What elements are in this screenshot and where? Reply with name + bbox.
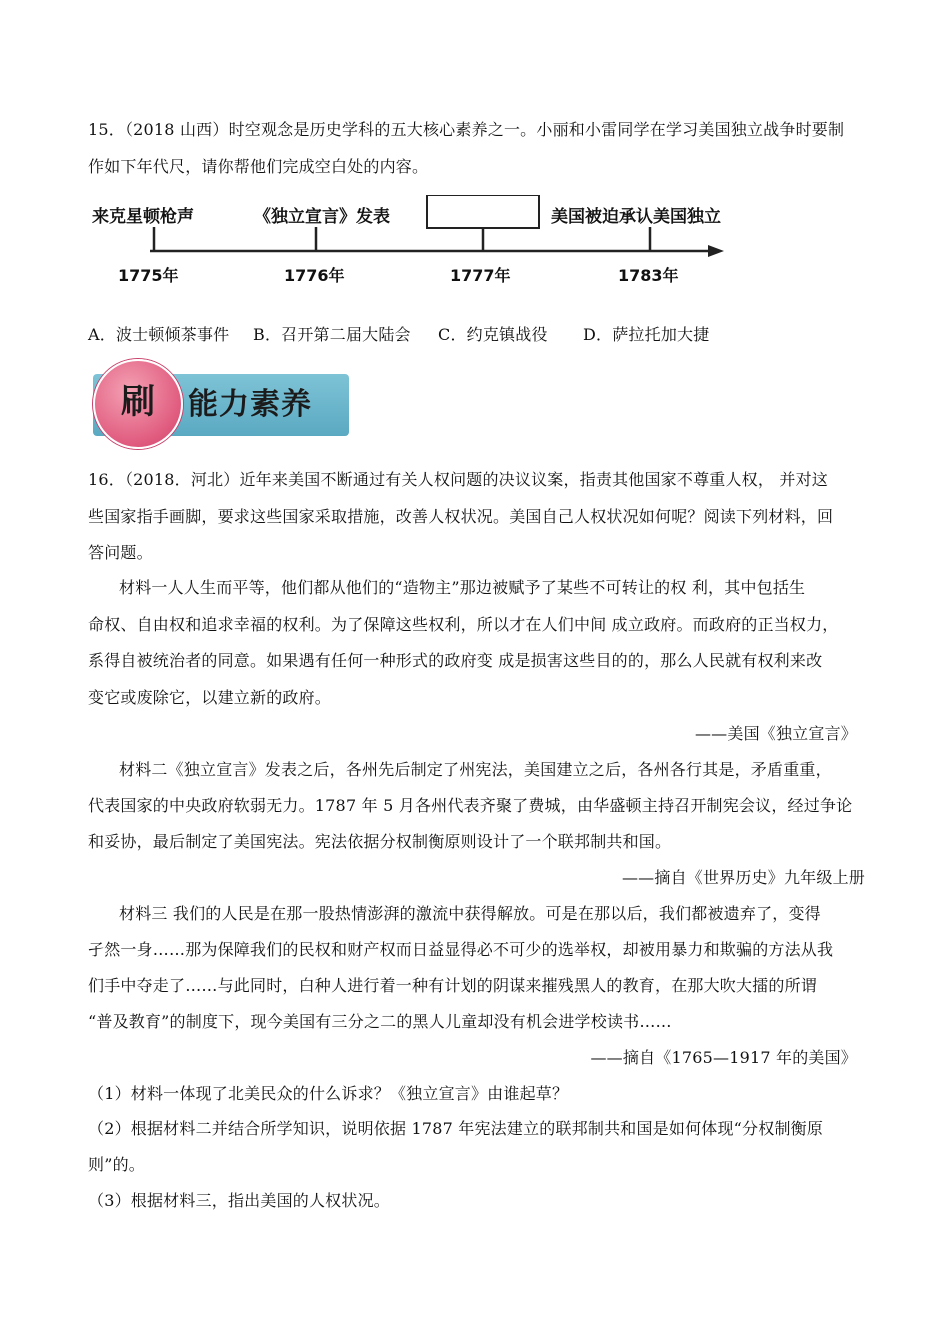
material-1-line-1: 材料一人人生而平等，他们都从他们的“造物主”那边被赋予了某些不可转让的权 利，其中包括生 (119, 578, 806, 597)
option-b: B．召开第二届大陆会 (253, 325, 411, 344)
option-d: D．萨拉托加大捷 (583, 325, 710, 344)
material-1-line-4: 变它或废除它，以建立新的政府。 (88, 688, 332, 707)
banner-title: 能力素养 (188, 387, 312, 422)
banner-badge-char: 刷 (121, 382, 155, 422)
timeline-event-1776: 《独立宣言》发表 (254, 207, 390, 227)
q15-stem-line-1: 15．（2018 山西）时空观念是历史学科的五大核心素养之一。小丽和小雷同学在学习美国独立战争时要制 (88, 120, 845, 139)
material-1-line-2: 命权、自由权和追求幸福的权利。为了保障这些权利，所以才在人们中间 成立政府。而政府的正当权力， (88, 615, 839, 634)
material-3-line-4: “普及教育”的制度下，现今美国有三分之二的黑人儿童却没有机会进学校读书…… (88, 1012, 672, 1031)
material-3-line-3: 们手中夺走了……与此同时，白种人进行着一种有计划的阴谋来摧残黑人的教育，在那大吹大擂的所谓 (88, 976, 818, 995)
q15-stem-line-2: 作如下年代尺，请你帮他们完成空白处的内容。 (88, 157, 429, 176)
timeline-blank-box (427, 195, 539, 228)
material-2-line-1: 材料二《独立宣言》发表之后，各州先后制定了州宪法，美国建立之后，各州各行其是，矛盾重重， (119, 760, 832, 779)
timeline-year-1777: 1777年 (450, 266, 511, 285)
material-2-line-3: 和妥协，最后制定了美国宪法。宪法依据分权制衡原则设计了一个联邦制共和国。 (88, 832, 672, 851)
sub-question-2-line-2: 则”的。 (88, 1155, 145, 1174)
timeline-year-1775: 1775年 (118, 266, 179, 285)
option-c: C．约克镇战役 (438, 325, 548, 344)
sub-question-2-line-1: （2）根据材料二并结合所学知识，说明依据 1787 年宪法建立的联邦制共和国是如何体现“分权制衡原 (88, 1119, 824, 1138)
timeline (88, 195, 748, 295)
material-3-line-1: 材料三 我们的人民是在那一股热情澎湃的激流中获得解放。可是在那以后，我们都被遗弃了，变得 (119, 904, 821, 923)
timeline-event-1783: 美国被迫承认美国独立 (551, 207, 721, 227)
material-3-line-2: 孑然一身……那为保障我们的民权和财产权而日益显得必不可少的选举权，却被用暴力和欺骗的方法从我 (88, 940, 834, 959)
timeline-year-1776: 1776年 (284, 266, 345, 285)
timeline-arrow-head (708, 245, 724, 257)
q16-intro-line-1: 16．（2018．河北）近年来美国不断通过有关人权问题的决议议案，指责其他国家不尊重人权， 并对这 (88, 470, 828, 489)
material-1-source: ——美国《独立宣言》 (694, 724, 857, 743)
material-2-line-2: 代表国家的中央政府软弱无力。1787 年 5 月各州代表齐聚了费城，由华盛顿主持召开制宪会议，经过争论 (88, 796, 853, 815)
material-3-source: ——摘自《1765—1917 年的美国》 (590, 1048, 857, 1067)
material-1-line-3: 系得自被统治者的同意。如果遇有任何一种形式的政府变 成是损害这些目的的，那么人民就有权利来改 (88, 651, 823, 670)
sub-question-1: （1）材料一体现了北美民众的什么诉求？《独立宣言》由谁起草？ (88, 1084, 569, 1103)
q16-intro-line-2: 些国家指手画脚，要求这些国家采取措施，改善人权状况。美国自己人权状况如何呢？阅读下列材料，回 (88, 507, 834, 526)
option-a: A．波士顿倾茶事件 (88, 325, 230, 344)
material-2-source: ——摘自《世界历史》九年级上册 (621, 868, 865, 887)
timeline-year-1783: 1783年 (618, 266, 679, 285)
sub-question-3: （3）根据材料三，指出美国的人权状况。 (88, 1191, 390, 1210)
section-banner (93, 368, 349, 436)
timeline-event-1775: 来克星顿枪声 (92, 207, 194, 227)
q16-intro-line-3: 答问题。 (88, 543, 153, 562)
